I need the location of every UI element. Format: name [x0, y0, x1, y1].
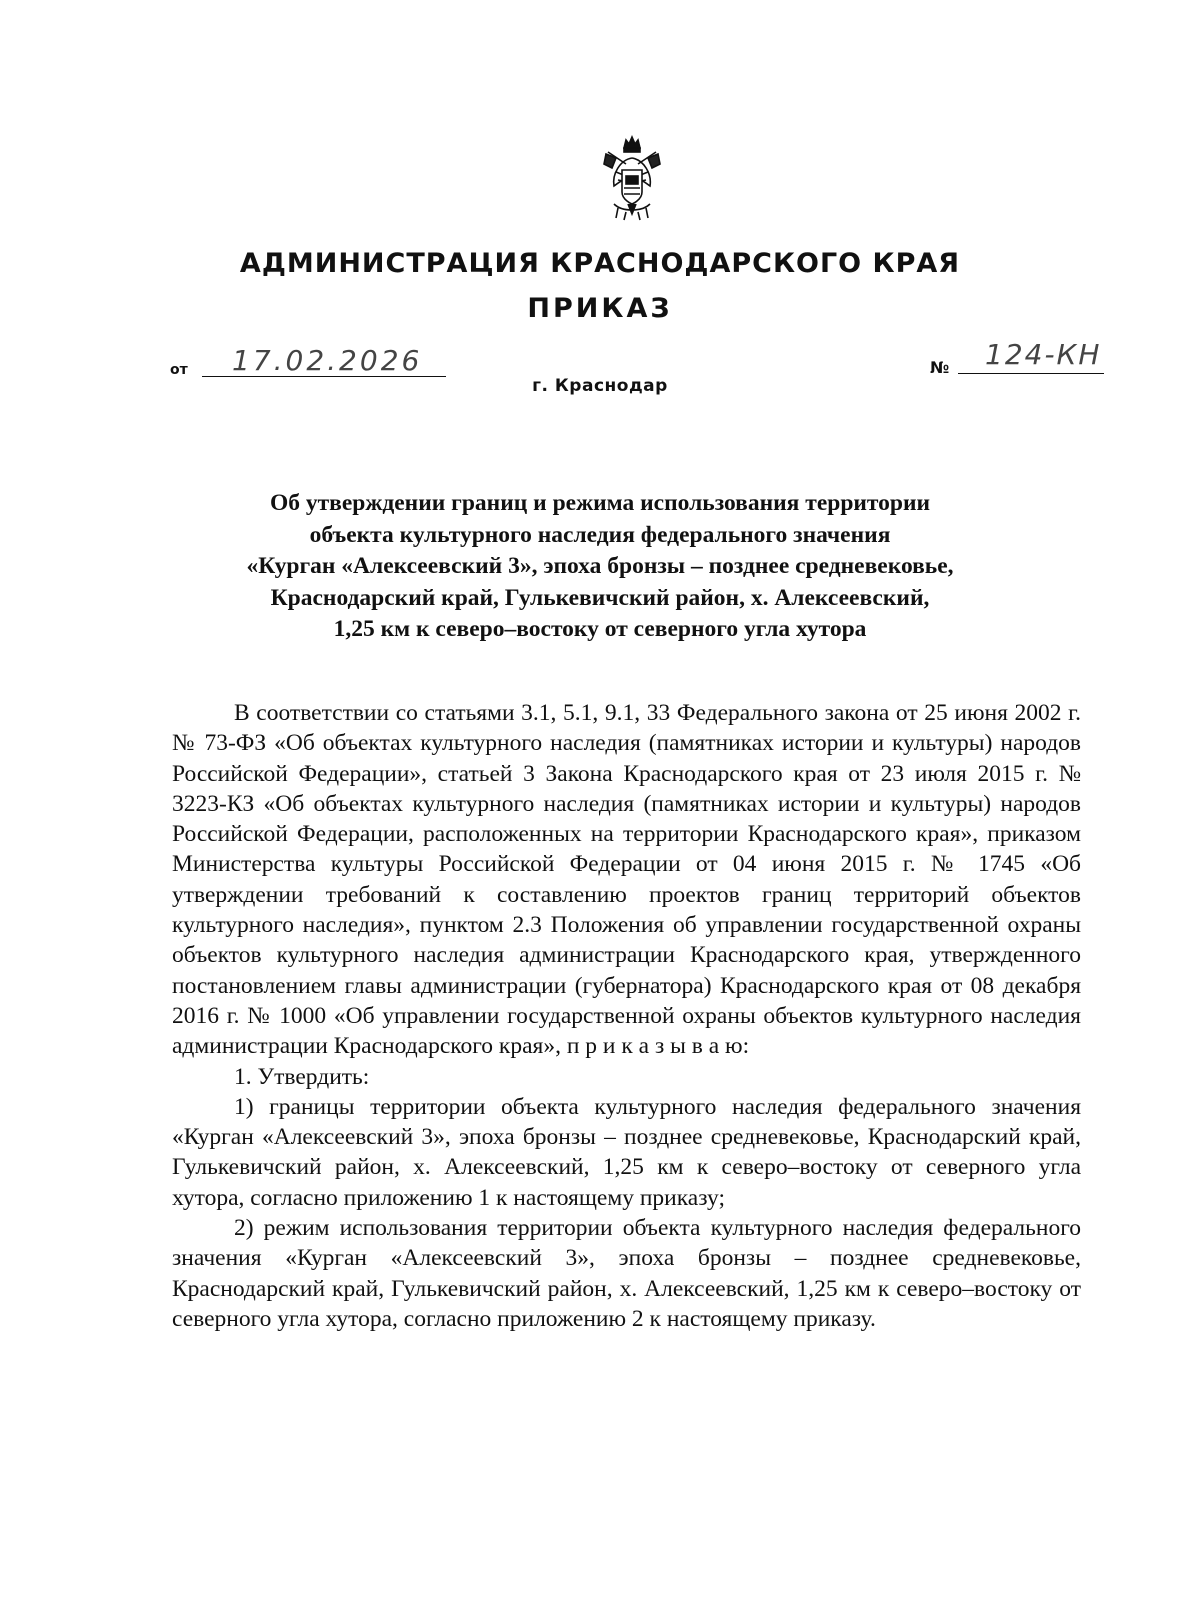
krasnodar-krai-coat-of-arms-icon	[602, 134, 662, 222]
number-underline	[958, 373, 1104, 374]
title-line: объекта культурного наследия федерального значения	[309, 521, 891, 548]
item-1: 1. Утвердить:	[234, 1063, 370, 1090]
handwritten-number: 124-КН	[985, 338, 1102, 371]
city: г. Краснодар	[532, 376, 668, 396]
document-type: ПРИКАЗ	[527, 293, 673, 324]
title-line: Краснодарский край, Гулькевичский район, х. Алексеевский,	[270, 584, 930, 611]
number-label: №	[930, 358, 950, 377]
date-label: от	[170, 362, 188, 378]
title-line: «Курган «Алексеевский 3», эпоха бронзы – позднее средневековье,	[246, 553, 954, 579]
title-line: 1,25 км к северо–востоку от северного угла хутора	[333, 616, 867, 642]
document-body	[172, 698, 1081, 1334]
preamble-paragraph: В соответствии со статьями 3.1, 5.1, 9.1, 33 Федерального закона от 25 июня 2002 г. № 73-ФЗ «Об объектах культурного наследия (памятниках истории и культуры) народов Российской Федерации», статьей 3 Закона Краснодарского края от 23 июля 2015 г. № 3223-КЗ «Об объектах культурного наследия (памятниках истории и культуры) народов Российской Федерации, расположенных на территории Краснодарского края», приказом Министерства культуры Российской Федерации от 04 июня 2015 г. № 1745 «Об утверждении требований к составлению проектов границ территорий объектов культурного наследия», пунктом 2.3 Положения об управлении государственной охраны объектов культурного наследия администрации Краснодарского края, утвержденного постановлением главы администрации (губернатора) Краснодарского края от 08 декабря 2016 г. № 1000 «Об управлении государственной охраны объектов культурного наследия администрации Краснодарского края», п р и к а з ы в а ю:	[172, 700, 1081, 1060]
document-title	[140, 488, 1060, 646]
organization-name: АДМИНИСТРАЦИЯ КРАСНОДАРСКОГО КРАЯ	[239, 248, 961, 279]
item-1-2: 2) режим использования территории объекта культурного наследия федерального значения «Курган «Алексеевский 3», эпоха бронзы – позднее средневековье, Краснодарский край, Гулькевичский район, х. Алексеевский, 1,25 км к северо–востоку от северного угла хутора, согласно приложению 2 к настоящему приказу.	[172, 1215, 1081, 1332]
handwritten-date: 17.02.2026	[232, 344, 423, 377]
title-line: Об утверждении границ и режима использования территории	[269, 490, 931, 516]
item-1-1: 1) границы территории объекта культурного наследия федерального значения «Курган «Алексеевский 3», эпоха бронзы – позднее средневековье, Краснодарский край, Гулькевичский район, х. Алексеевский, 1,25 км к северо–востоку от северного угла хутора, согласно приложению 1 к настоящему приказу;	[172, 1093, 1081, 1211]
